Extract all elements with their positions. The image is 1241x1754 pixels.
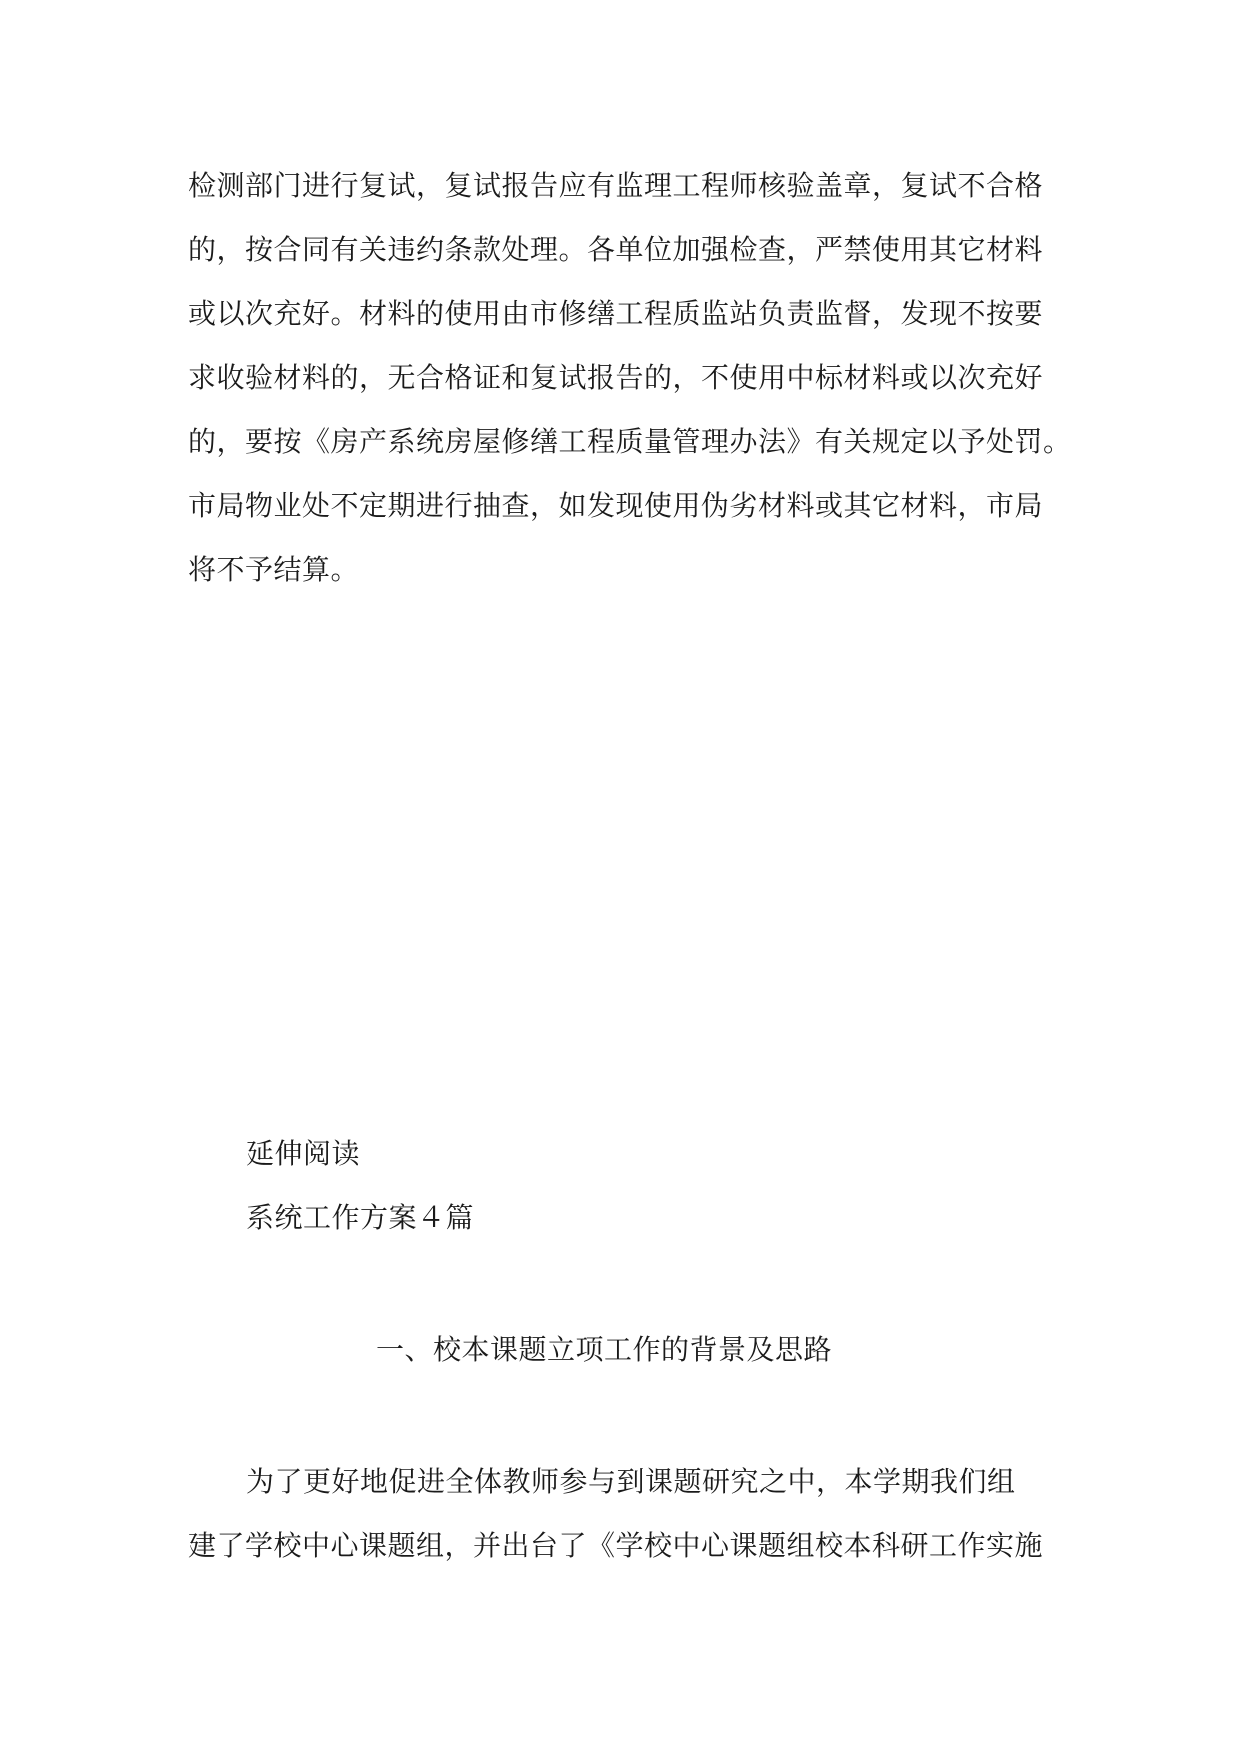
paragraph-line: 或以次充好。材料的使用由市修缮工程质监站负责监督，发现不按要 (188, 297, 1044, 330)
extended-reading-title: 系统工作方案４篇 (246, 1201, 475, 1234)
paragraph-line: 将不予结算。 (188, 553, 360, 586)
paragraph-line: 为了更好地促进全体教师参与到课题研究之中，本学期我们组 (246, 1465, 1016, 1498)
paragraph-line: 建了学校中心课题组，并出台了《学校中心课题组校本科研工作实施 (188, 1529, 1044, 1562)
paragraph-line: 的，要按《房产系统房屋修缮工程质量管理办法》有关规定以予处罚。 (188, 425, 1072, 458)
paragraph-line: 的，按合同有关违约条款处理。各单位加强检查，严禁使用其它材料 (188, 233, 1044, 266)
paragraph-line: 求收验材料的，无合格证和复试报告的，不使用中标材料或以次充好 (188, 361, 1044, 394)
paragraph-line: 检测部门进行复试，复试报告应有监理工程师核验盖章，复试不合格 (188, 169, 1044, 202)
section-heading: 一、校本课题立项工作的背景及思路 (376, 1333, 833, 1366)
extended-reading-label: 延伸阅读 (246, 1137, 361, 1170)
paragraph-line: 市局物业处不定期进行抽查，如发现使用伪劣材料或其它材料，市局 (188, 489, 1044, 522)
